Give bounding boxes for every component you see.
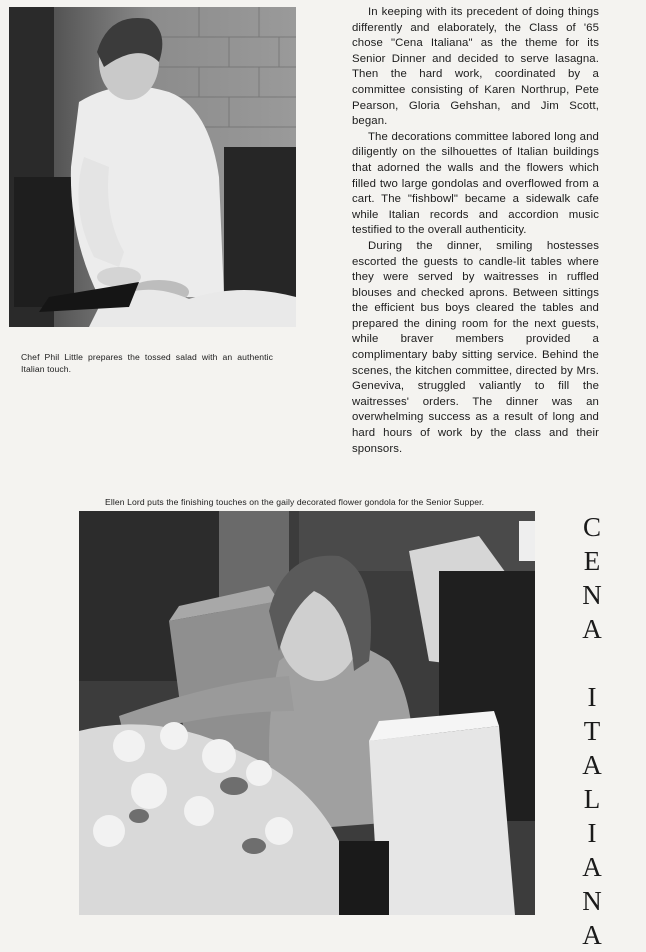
title-letter: T <box>583 716 601 746</box>
article-paragraph: The decorations committee labored long and diligently on the silhouettes of Italian buildings that adorned the walls and the flowers which filled two large gondolas and overflowed from a cart. The "fishbowl" became a sidewalk cafe while Italian records and accordion music testified to the overall authenticity. <box>352 130 599 237</box>
title-letter: E <box>583 546 601 576</box>
article-body <box>352 5 599 457</box>
title-letter: A <box>582 852 602 882</box>
title-letter: L <box>583 784 601 814</box>
ellen-photo-caption: Ellen Lord puts the finishing touches on the gaily decorated flower gondola for the Senior Supper. <box>105 496 485 507</box>
ellen-photo <box>79 511 535 915</box>
article-paragraph: In keeping with its precedent of doing things differently and elaborately, the Class of '65 chose "Cena Italiana" as the theme for its Senior Dinner and decided to serve lasagna. Then the hard work, coordinated by a committee consisting of Karen Northrup, Pete Pearson, Gloria Gehshan, and Jim Scott, began. <box>352 6 599 128</box>
title-letter: N <box>582 580 602 610</box>
chef-photo-caption: Chef Phil Little prepares the tossed salad with an authentic Italian touch. <box>21 351 273 374</box>
title-letter: A <box>582 750 602 780</box>
vertical-page-title <box>572 510 612 952</box>
title-letter: I <box>587 682 597 712</box>
title-letter: A <box>582 614 602 644</box>
chef-photo <box>9 7 296 327</box>
title-letter: I <box>587 818 597 848</box>
title-word-gap <box>572 646 612 680</box>
title-letter: C <box>582 512 601 542</box>
title-letter: N <box>582 886 602 916</box>
article-paragraph: During the dinner, smiling hostesses escorted the guests to candle-lit tables where they were served by waitresses in ruffled blouses and checked aprons. Between sittings the efficient bus boys cleared the tables and prepared the dining room for the next guests, while braver members provided a complimentary baby sitting service. Behind the scenes, the kitchen committee, directed by Mrs. Geneviva, struggled valiantly to fill the waitresses' orders. The dinner was an overwhelming success as a result of long and hard hours of work by the class and their sponsors. <box>352 239 599 455</box>
title-letter: A <box>582 920 602 950</box>
